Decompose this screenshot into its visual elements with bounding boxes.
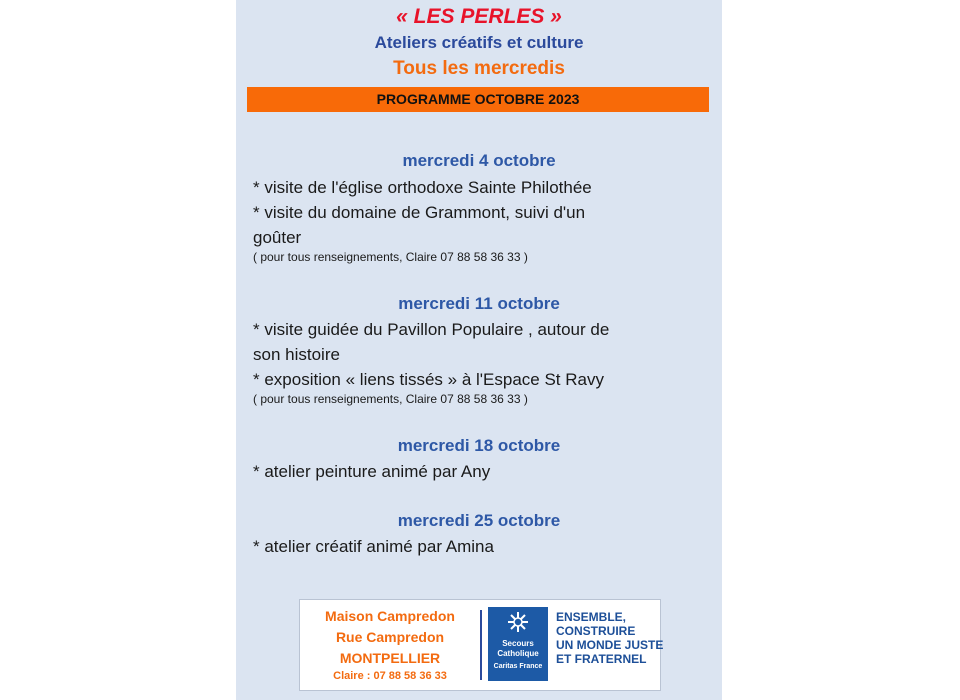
slogan-line: CONSTRUIRE [556,624,636,638]
slogan [556,610,664,666]
slogan-line: ENSEMBLE, [556,610,627,624]
session-contact: ( pour tous renseignements, Claire 07 88 58 36 33 ) [253,392,528,406]
flyer-title: « LES PERLES » [396,5,562,28]
session-line: * visite de l'église orthodoxe Sainte Philothée [253,178,592,197]
flyer [236,0,722,700]
session-line: * exposition « liens tissés » à l'Espace St Ravy [253,370,604,389]
address-line: Rue Campredon [335,629,445,645]
session-line: * atelier peinture animé par Any [253,462,491,481]
session-line: * atelier créatif animé par Amina [253,537,494,556]
flyer-subtitle: Ateliers créatifs et culture [374,33,584,52]
program-banner: PROGRAMME OCTOBRE 2023 [247,87,709,112]
session-line: * visite du domaine de Grammont, suivi d'un [253,203,586,222]
session-contact: ( pour tous renseignements, Claire 07 88 58 36 33 ) [253,250,528,264]
session-day: mercredi 25 octobre [397,511,561,530]
address-city: MONTPELLIER [339,650,441,666]
divider [480,610,482,680]
session-line: * visite guidée du Pavillon Populaire , autour de [253,320,610,339]
contact-phone: Claire : 07 88 58 36 33 [333,670,447,682]
secours-catholique-logo [488,607,548,681]
session-day: mercredi 11 octobre [398,294,560,313]
session-line: goûter [253,228,302,247]
slogan-line: UN MONDE JUSTE [556,638,664,652]
session-line: son histoire [253,345,340,364]
address-line: Maison Campredon [325,608,455,624]
footer-card [299,599,664,691]
cross-star-icon [488,607,548,637]
logo-text: Secours [502,639,534,648]
session-day: mercredi 18 octobre [397,436,561,455]
slogan-line: ET FRATERNEL [556,652,647,666]
logo-text: Caritas France [493,663,543,670]
session-day: mercredi 4 octobre [402,151,556,170]
flyer-tagline: Tous les mercredis [393,58,565,79]
logo-text: Catholique [497,649,539,658]
